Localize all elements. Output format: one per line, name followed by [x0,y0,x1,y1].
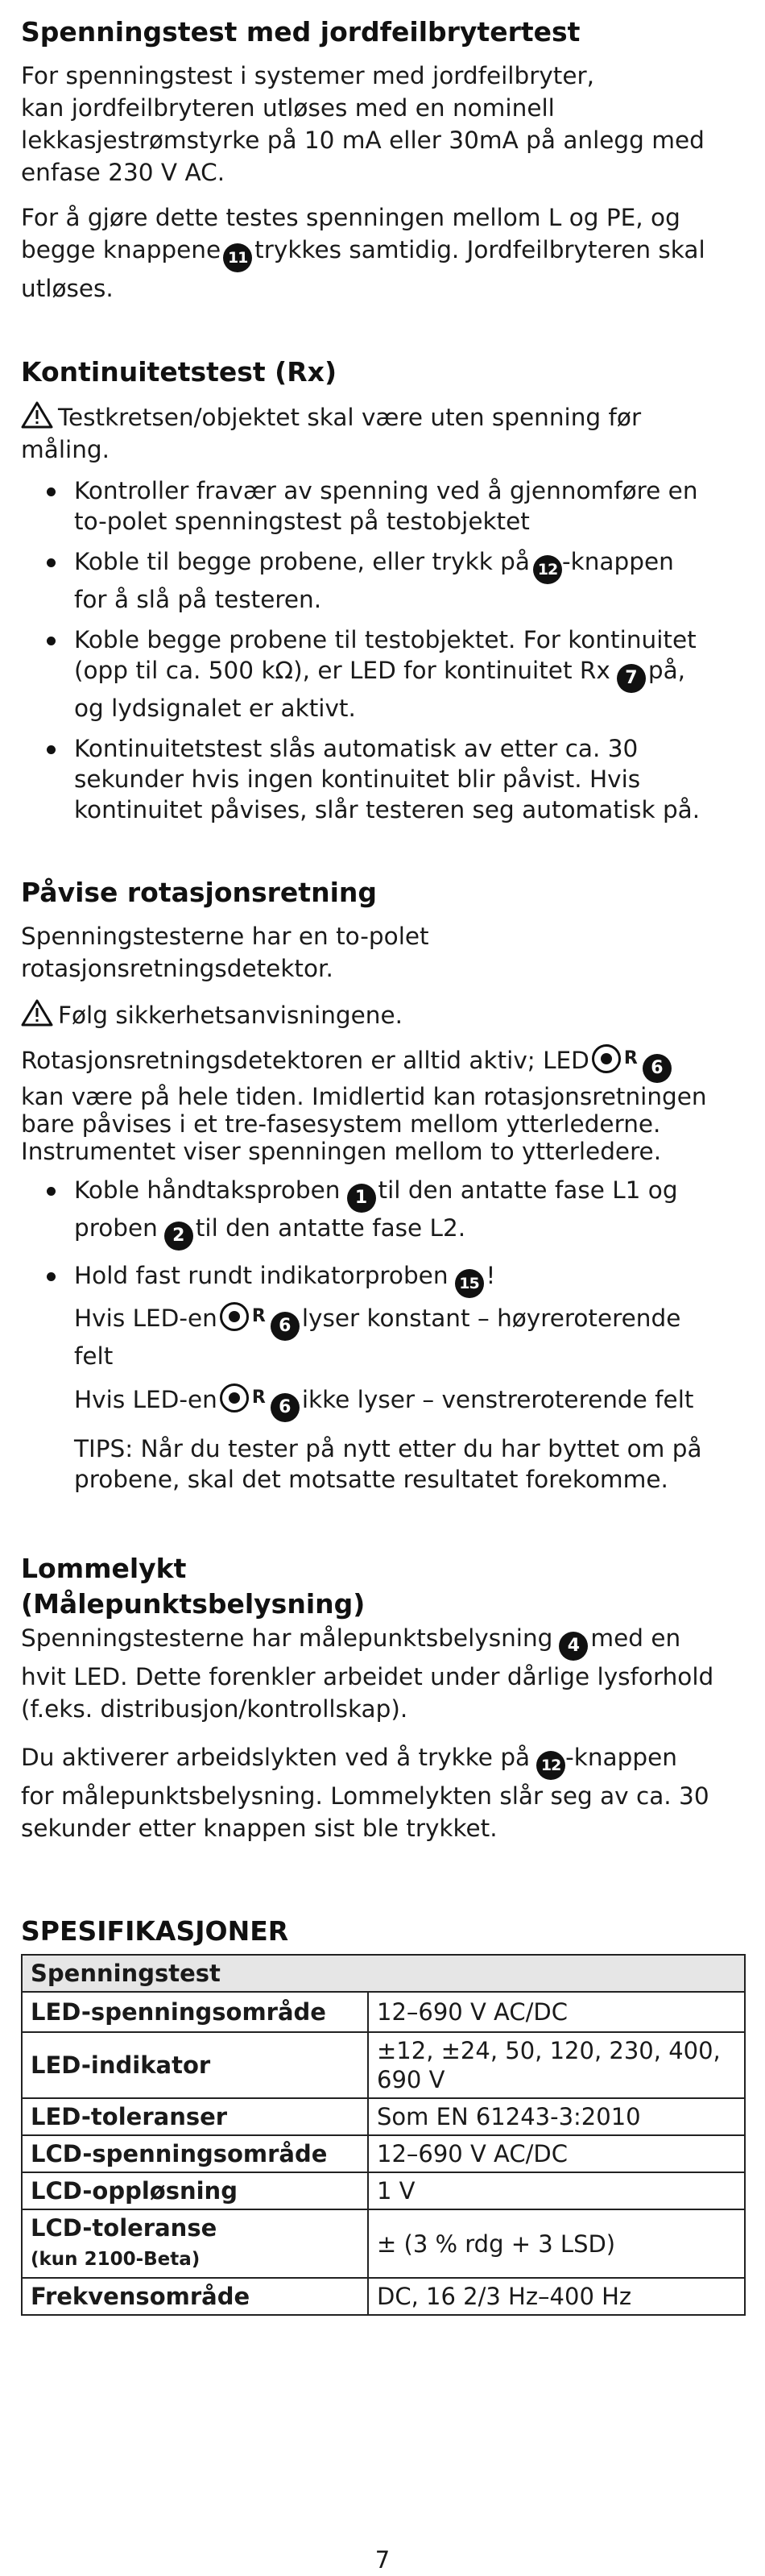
paragraph-line: begge knappene 11 trykkes samtidig. Jordfeilbryteren skal [21,234,746,272]
number-12-icon: 12 [536,1751,565,1780]
paragraph-line: utløses. [21,275,114,302]
table-header-row [22,1955,745,1992]
tips-line: TIPS: Når du tester på nytt etter du har byttet om på [74,1435,702,1462]
bullet-list [21,475,746,825]
led-rotation-icon: R [220,1383,266,1413]
number-15-icon: 15 [455,1269,484,1298]
table-cell: LCD-toleranse (kun 2100-Beta) [22,2209,368,2278]
paragraph-line: kan være på hele tiden. Imidlertid kan rotasjonsretningen [21,1083,707,1110]
paragraph-line: For spenningstest i systemer med jordfeilbryter, [21,62,595,89]
section-rotation-direction [21,875,746,1495]
warning-line: Følg sikkerhetsanvisningene. [21,999,746,1031]
paragraph-line: (f.eks. distribusjon/kontrollskap). [21,1695,408,1723]
table-row [22,1992,745,2032]
number-6-icon: 6 [271,1312,300,1341]
paragraph-line: for målepunktsbelysning. Lommelykten slår seg av ca. 30 [21,1782,709,1810]
section-title: (Målepunktsbelysning) [21,1588,366,1620]
table-row [22,2209,745,2278]
number-11-icon: 11 [223,243,252,272]
result-line: Hvis LED-en R 6 lyser konstant – høyreroterende [21,1301,746,1341]
manual-page [21,15,746,2316]
section-flashlight [21,1551,746,1844]
paragraph-line: Rotasjonsretningsdetektoren er alltid aktiv; LED R 6 [21,1043,746,1083]
table-header: Spenningstest [22,1955,745,1992]
list-item: Koble begge probene til testobjektet. For kontinuitet (opp til ca. 500 kΩ), er LED for kontinuitet Rx 7 på, og lydsignalet er aktivt. [21,624,746,724]
paragraph-line: enfase 230 V AC. [21,159,225,186]
number-7-icon: 7 [617,664,646,693]
table-row [22,2278,745,2315]
number-6-icon: 6 [643,1054,672,1083]
paragraph-line: Du aktiverer arbeidslykten ved å trykke på 12 -knappen [21,1741,746,1780]
section-continuity-test [21,355,746,825]
table-cell: Frekvensområde [22,2278,368,2315]
section-title: Lommelykt [21,1553,187,1584]
paragraph-line: For å gjøre dette testes spenningen mellom L og PE, og [21,204,680,231]
paragraph-line: Instrumentet viser spenningen mellom to ytterledere. [21,1138,662,1165]
warning-icon [21,401,53,429]
table-cell: DC, 16 2/3 Hz–400 Hz [368,2278,745,2315]
number-12-icon: 12 [533,555,562,584]
led-rotation-icon: R [592,1043,638,1075]
number-1-icon: 1 [347,1184,376,1213]
tips-line: probene, skal det motsatte resultatet forekomme. [74,1466,668,1493]
warning-icon [21,999,53,1027]
table-cell: ± (3 % rdg + 3 LSD) [368,2209,745,2278]
table-cell: LCD-spenningsområde [22,2135,368,2172]
table-cell: 12–690 V AC/DC [368,1992,745,2032]
paragraph-line: hvit LED. Dette forenkler arbeidet under dårlige lysforhold [21,1663,714,1690]
section-title: Spenningstest med jordfeilbrytertest [21,16,581,48]
table-cell: LED-spenningsområde [22,1992,368,2032]
paragraph-line: sekunder etter knappen sist ble trykket. [21,1815,498,1842]
list-item: Kontroller fravær av spenning ved å gjennomføre en to-polet spenningstest på testobjektet [21,475,746,537]
warning-line: Testkretsen/objektet skal være uten spenning før [21,401,746,433]
table-cell: 12–690 V AC/DC [368,2135,745,2172]
table-row [22,2135,745,2172]
list-item: Kontinuitetstest slås automatisk av etter ca. 30 sekunder hvis ingen kontinuitet blir påvist. Hvis kontinuitet påvises, slår testeren seg automatisk på. [21,733,746,825]
paragraph-line: Spenningstesterne har en to-polet [21,923,429,950]
number-2-icon: 2 [164,1222,193,1251]
table-cell: LED-toleranser [22,2098,368,2135]
paragraph-line: kan jordfeilbryteren utløses med en nominell [21,94,555,122]
result-line: Hvis LED-en R 6 ikke lyser – venstreroterende felt [21,1383,746,1422]
table-row [22,2172,745,2209]
table-cell: 1 V [368,2172,745,2209]
section-title: Kontinuitetstest (Rx) [21,356,337,388]
warning-line: måling. [21,436,110,463]
table-cell: LCD-oppløsning [22,2172,368,2209]
table-cell: LED-indikator [22,2032,368,2098]
paragraph-line: rotasjonsretningsdetektor. [21,955,333,982]
section-title: Påvise rotasjonsretning [21,877,378,908]
section-voltage-rcd-test [21,15,746,305]
table-cell: ±12, ±24, 50, 120, 230, 400, 690 V [368,2032,745,2098]
table-row [22,2032,745,2098]
led-rotation-icon: R [220,1301,266,1332]
number-4-icon: 4 [559,1632,588,1661]
paragraph-line: lekkasjestrømstyrke på 10 mA eller 30mA på anlegg med [21,127,705,154]
table-row [22,2098,745,2135]
list-item: Hold fast rundt indikatorproben 15 ! [21,1260,746,1298]
paragraph-line: bare påvises i et tre-fasesystem mellom ytterlederne. [21,1110,661,1138]
number-6-icon: 6 [271,1393,300,1422]
section-title: SPESIFIKASJONER [21,1915,289,1947]
list-item: Koble til begge probene, eller trykk på 12 -knappen for å slå på testeren. [21,546,746,615]
list-item: Koble håndtaksproben 1 til den antatte fase L1 og proben 2 til den antatte fase L2. [21,1175,746,1251]
section-specifications [21,1914,746,2316]
bullet-list [21,1175,746,1298]
page-number: 7 [374,2546,391,2574]
paragraph-line: Spenningstesterne har målepunktsbelysning 4 med en [21,1622,746,1661]
table-cell: Som EN 61243-3:2010 [368,2098,745,2135]
spec-table [21,1954,746,2316]
result-line: felt [74,1342,114,1370]
